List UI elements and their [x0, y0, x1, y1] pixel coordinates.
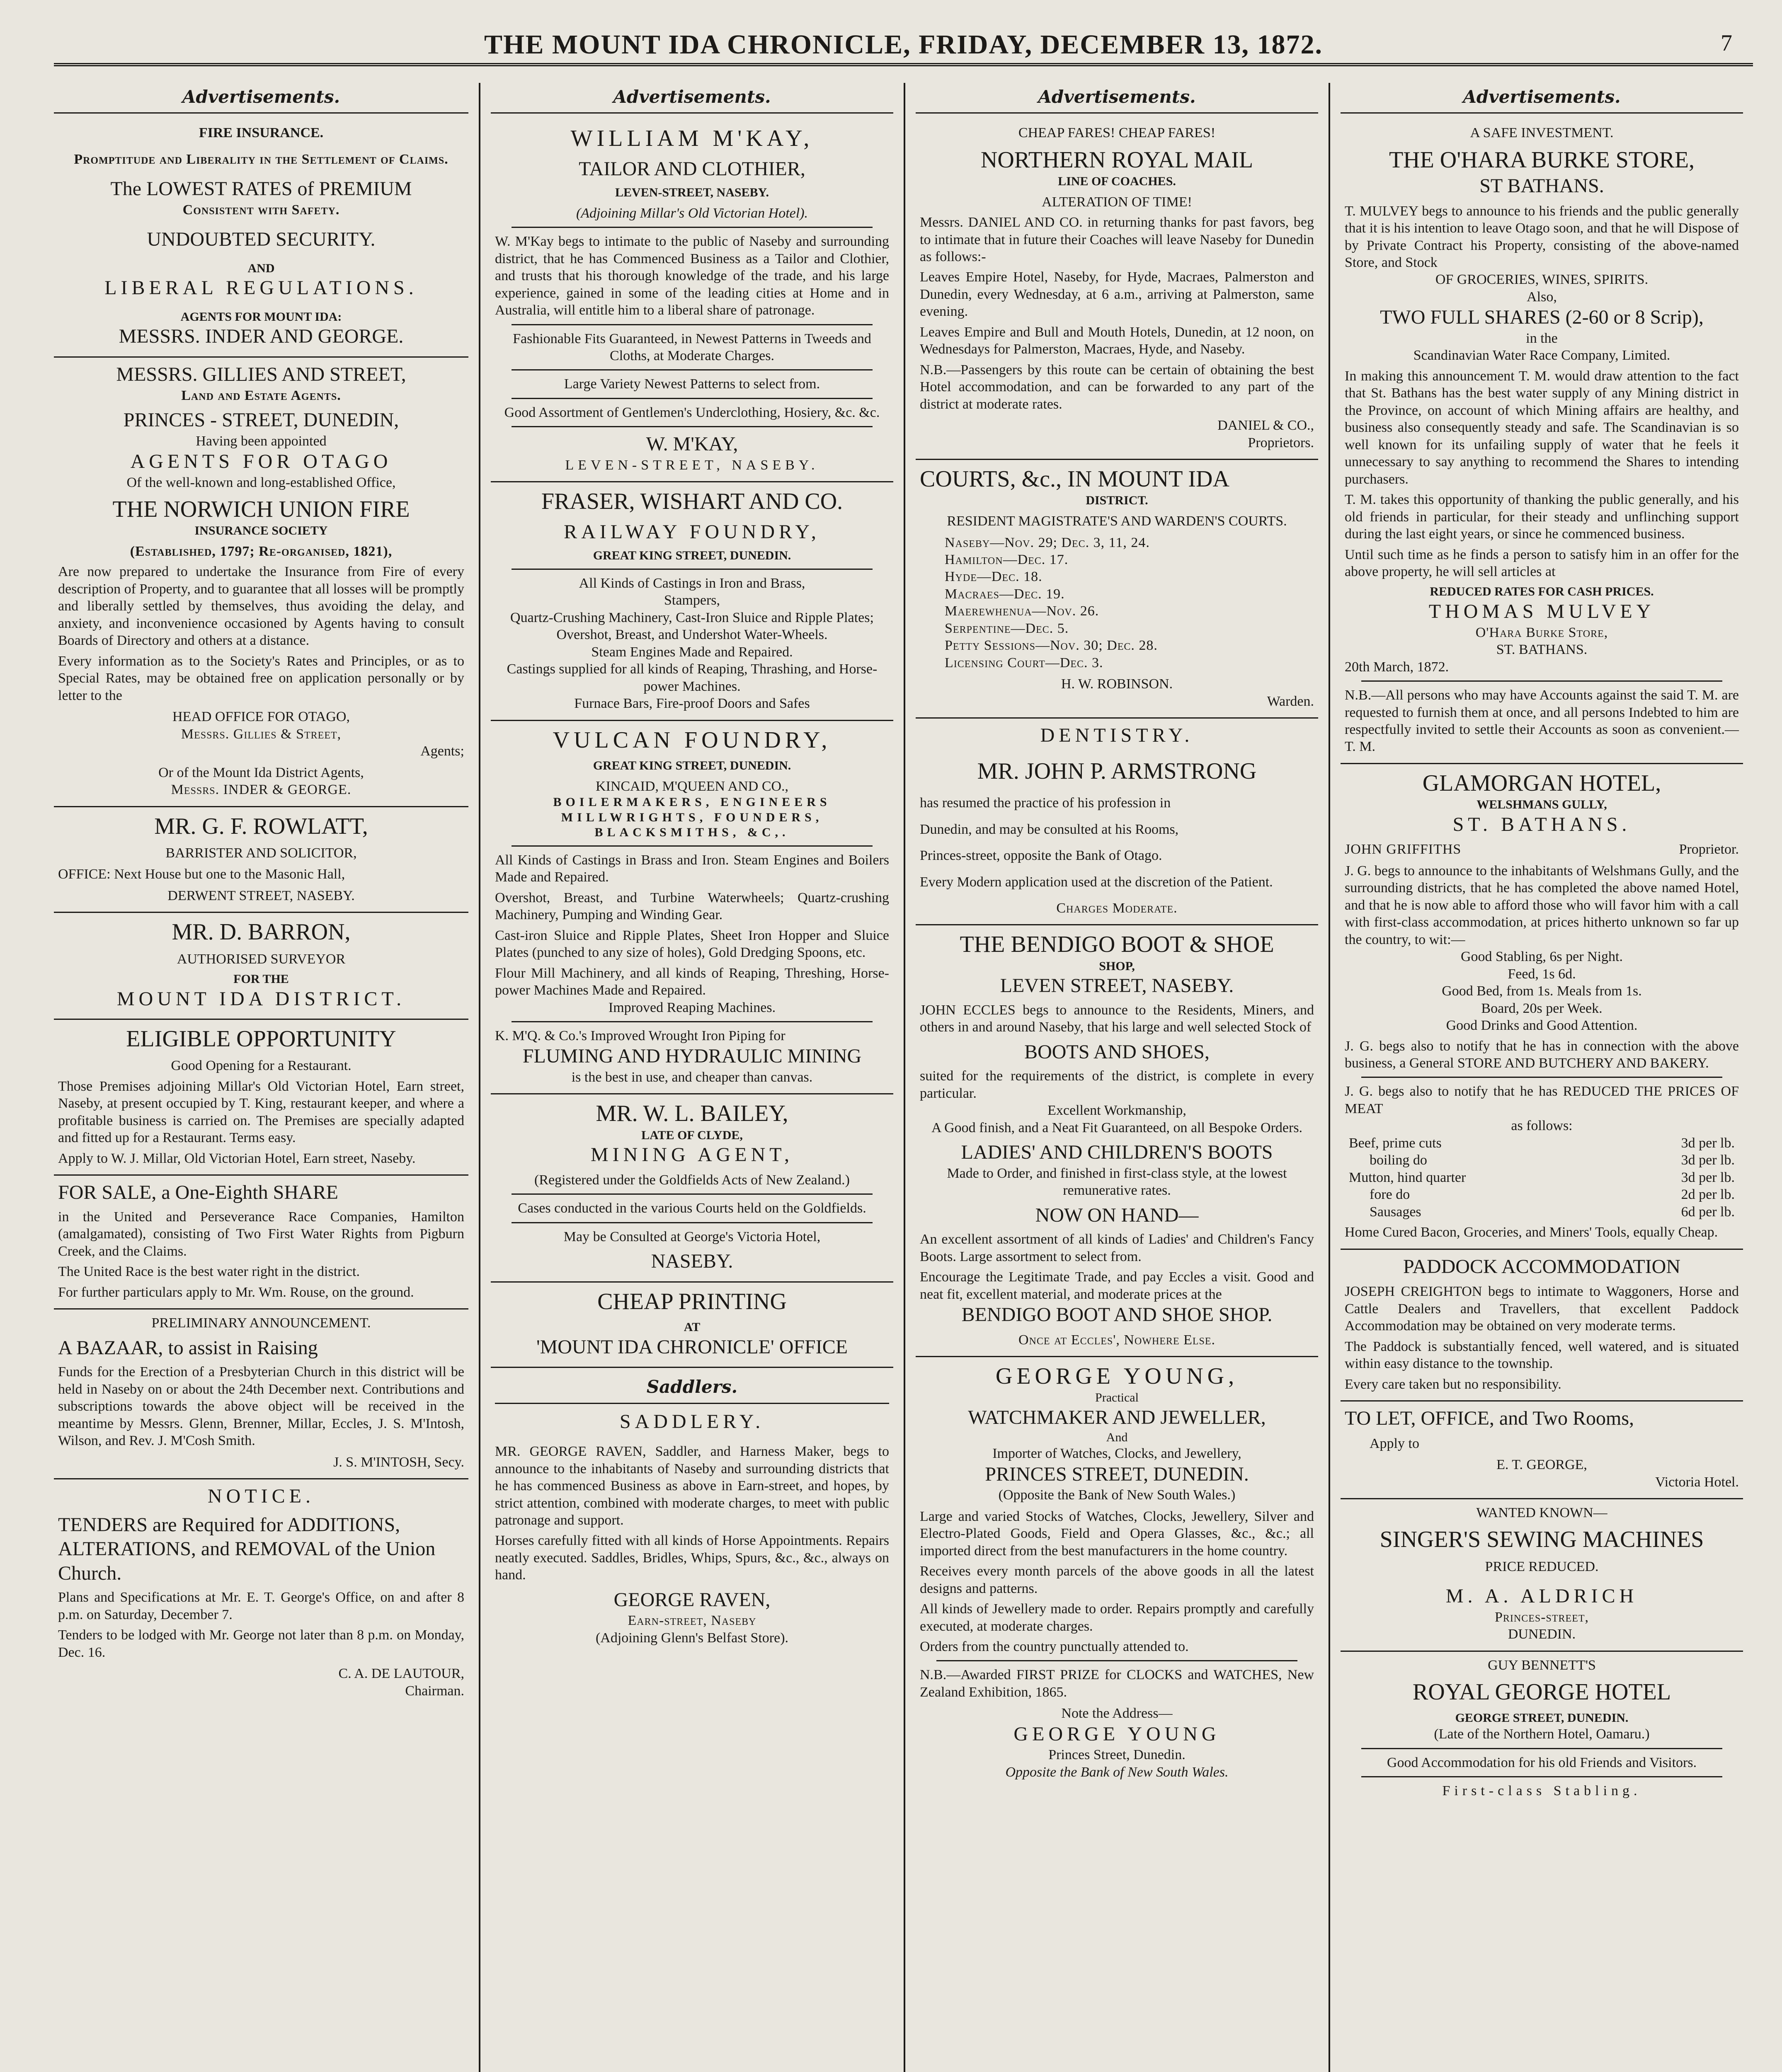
ad-royal-george-hotel: [1341, 1652, 1743, 1807]
price-value: 2d per lb.: [1681, 1187, 1735, 1203]
ad-line: THE NORWICH UNION FIRE: [112, 496, 410, 523]
ad-signature: THOMAS MULVEY: [1428, 600, 1655, 623]
ad-line: ALTERATION OF TIME!: [1042, 194, 1192, 210]
ad-body: Funds for the Erection of a Presbyterian Church in this district will be held in Naseby on or about the 24th December next. Contributions and subscriptions towards the above object will be received in the meantime by Messrs. Glenn, Brenner, Millar, Eccles, J. S. M'Intosh, Wilson, and Rev. J. M'Cosh Smith.: [58, 1364, 464, 1449]
ad-signature: GEORGE RAVEN,: [613, 1588, 771, 1611]
ad-line: Feed, 1s 6d.: [1508, 966, 1576, 982]
ad-kicker: CHEAP FARES! CHEAP FARES!: [1018, 125, 1216, 141]
price-item: fore do: [1370, 1187, 1410, 1203]
ad-body: An excellent assortment of all kinds of Ladies' and Children's Fancy Boots. Large assortment to select from.: [920, 1232, 1314, 1264]
price-row: [1349, 1203, 1735, 1220]
ad-line: Having been appointed: [196, 433, 327, 449]
ad-line: MR. JOHN P. ARMSTRONG: [977, 758, 1257, 784]
ad-george-young: [916, 1357, 1318, 1788]
ad-body: Horses carefully fitted with all kinds of Horse Appointments. Repairs neatly executed. Saddles, Bridles, Whips, Spurs, &c., &c., always on hand.: [495, 1533, 889, 1583]
ad-line: DISTRICT.: [1086, 494, 1148, 508]
ad-signature: H. W. ROBINSON.: [1061, 676, 1173, 692]
price-value: 6d per lb.: [1681, 1204, 1735, 1220]
ad-line: Good Bed, from 1s. Meals from 1s.: [1442, 983, 1642, 999]
court-date-row: Hyde—Dec. 18.: [945, 569, 1043, 585]
ad-heading: GEORGE YOUNG,: [995, 1363, 1239, 1389]
ad-line: Steam Engines Made and Repaired.: [591, 644, 793, 660]
ad-line: Excellent Workmanship,: [1047, 1103, 1186, 1118]
ad-line: OFFICE: Next House but one to the Masonic Hall,: [58, 867, 345, 882]
ad-signature-street: Princes Street, Dunedin.: [1048, 1747, 1186, 1763]
ad-line: Good Accommodation for his old Friends and Visitors.: [1387, 1755, 1697, 1770]
ad-paddock: [1341, 1250, 1743, 1402]
court-date-row: Naseby—Nov. 29; Dec. 3, 11, 24.: [945, 535, 1150, 550]
ad-body: Home Cured Bacon, Groceries, and Miners' Tools, equally Cheap.: [1345, 1225, 1718, 1240]
ad-line: Castings supplied for all kinds of Reaping, Thrashing, and Horse-power Machines.: [507, 661, 878, 694]
ad-saddlery: [491, 1368, 893, 1654]
advert-columns: [54, 83, 1753, 2072]
ad-line: Good Opening for a Restaurant.: [171, 1058, 352, 1074]
ad-body: Leaves Empire Hotel, Naseby, for Hyde, Macraes, Palmerston and Dunedin, every Wednesday, at 6 a.m., arriving at Palmerston, same evening.: [920, 269, 1314, 320]
divider: [936, 1660, 1297, 1661]
ad-body: Apply to W. J. Millar, Old Victorian Hotel, Earn street, Naseby.: [58, 1150, 416, 1166]
court-date-row: Licensing Court—Dec. 3.: [945, 655, 1103, 670]
proprietor-line: [1345, 841, 1739, 858]
ad-line: LADIES' AND CHILDREN'S BOOTS: [961, 1141, 1273, 1164]
ad-line: Quartz-Crushing Machinery, Cast-Iron Sluice and Ripple Plates; Overshot, Breast, and Undershot Water-Wheels.: [510, 610, 874, 643]
ad-vulcan-foundry: [491, 721, 893, 1095]
ad-bendigo-boot-shop: [916, 925, 1318, 1357]
ad-body: T. M. takes this opportunity of thanking the public generally, and his old friends in particular, for their steady and unflinching support during the last eight years, or since he commenced business.: [1345, 492, 1739, 542]
ad-heading: DENTISTRY.: [1040, 724, 1194, 747]
ad-line: Consistent with Safety.: [182, 202, 340, 218]
ad-line: BOOTS AND SHOES,: [1024, 1041, 1210, 1063]
court-date-row: Maerewhenua—Nov. 26.: [945, 603, 1099, 619]
ad-royal-mail-coaches: [916, 119, 1318, 460]
ad-to-let: [1341, 1402, 1743, 1499]
ad-heading: THE O'HARA BURKE STORE,: [1389, 147, 1695, 173]
ad-line: A BAZAAR, to assist in Raising: [58, 1336, 318, 1359]
ad-line: MESSRS. INDER AND GEORGE.: [119, 325, 404, 348]
ad-line: INSURANCE SOCIETY: [194, 524, 328, 538]
ad-rowlatt: [54, 807, 468, 913]
ad-line: BARRISTER AND SOLICITOR,: [165, 845, 357, 861]
ad-line: KINCAID, M'QUEEN AND CO.,: [595, 778, 789, 794]
divider: [512, 845, 873, 847]
ad-line: PRICE REDUCED.: [1485, 1559, 1599, 1574]
meat-price-list: [1345, 1135, 1739, 1220]
ad-line: (Late of the Northern Hotel, Oamaru.): [1434, 1726, 1650, 1742]
ad-line: Good Assortment of Gentlemen's Underclothing, Hosiery, &c. &c.: [504, 404, 880, 420]
ad-heading: FRASER, WISHART AND CO.: [541, 489, 843, 515]
ad-body: Encourage the Legitimate Trade, and pay Eccles a visit. Good and neat fit, excellent material, and moderate prices at the: [920, 1269, 1314, 1302]
ad-heading: MESSRS. GILLIES AND STREET,: [116, 363, 406, 386]
column-2: [479, 83, 893, 2072]
ad-line: RAILWAY FOUNDRY,: [564, 520, 820, 543]
ad-line: PRINCES STREET, DUNEDIN.: [985, 1463, 1249, 1485]
column-1: [54, 83, 468, 2072]
ad-body: MR. GEORGE RAVEN, Saddler, and Harness Maker, begs to announce to the inhabitants of Naseby and surrounding districts that he has commenced Business as above in Earn-street, and hopes, by strict attention, combined with moderate charges, to meet with public patronage and support.: [495, 1444, 889, 1528]
ad-line: OF GROCERIES, WINES, SPIRITS.: [1435, 272, 1649, 288]
divider: [512, 1021, 873, 1022]
ad-kicker: WANTED KNOWN—: [1476, 1505, 1607, 1520]
ad-signature-note: Opposite the Bank of New South Wales.: [1005, 1764, 1229, 1780]
ad-body: T. MULVEY begs to announce to his friends and the public generally that it is his intention to leave Otago soon, and that he will Dispose of by Private Contract his Property, consisting of the above-named Store, and Stock: [1345, 203, 1739, 270]
ad-fraser-wishart: [491, 482, 893, 721]
ad-heading: FIRE INSURANCE.: [199, 125, 324, 141]
ad-for-sale-share: [54, 1176, 468, 1310]
ad-line: UNDOUBTED SECURITY.: [147, 228, 376, 251]
section-heading: Saddlers.: [495, 1373, 889, 1404]
ad-line: has resumed the practice of his profession in: [920, 795, 1171, 811]
divider: [1361, 1077, 1722, 1078]
ad-body: Large and varied Stocks of Watches, Clocks, Jewellery, Silver and Electro-Plated Goods, Field and Opera Glasses, &c., &c.; all imported direct from the best manufacturers in the home country.: [920, 1508, 1314, 1559]
ad-mckay: [491, 119, 893, 482]
ad-line: Of the well-known and long-established Office,: [126, 474, 396, 490]
ad-body: Every care taken but no responsibility.: [1345, 1376, 1561, 1392]
ad-heading: ELIGIBLE OPPORTUNITY: [126, 1026, 396, 1052]
ad-line: RESIDENT MAGISTRATE'S AND WARDEN'S COURTS.: [947, 513, 1287, 529]
ad-signature: E. T. GEORGE,: [1496, 1457, 1587, 1473]
column-heading: Advertisements.: [491, 83, 893, 114]
ad-line: MOUNT IDA DISTRICT.: [116, 988, 406, 1010]
ad-line: Or of the Mount Ida District Agents,: [158, 765, 364, 780]
ad-heading: MR. D. BARRON,: [172, 919, 351, 945]
ad-line: TAILOR AND CLOTHIER,: [579, 157, 805, 180]
ad-body: K. M'Q. & Co.'s Improved Wrought Iron Piping for: [495, 1028, 786, 1043]
ad-line: WELSHMANS GULLY,: [1477, 798, 1607, 812]
ad-signature-town: DUNEDIN.: [1508, 1627, 1576, 1642]
ad-heading: COURTS, &c., IN MOUNT IDA: [920, 466, 1229, 492]
price-value: 3d per lb.: [1681, 1152, 1735, 1168]
court-date-row: Serpentine—Dec. 5.: [945, 620, 1069, 636]
ad-body: Until such time as he finds a person to satisfy him in an offer for the above property, he will sell articles at: [1345, 547, 1739, 580]
ad-line: DERWENT STREET, NASEBY.: [167, 888, 355, 903]
ad-line: Once at Eccles', Nowhere Else.: [1018, 1332, 1216, 1348]
ad-line: And: [1106, 1430, 1128, 1444]
ad-line: Good Drinks and Good Attention.: [1446, 1018, 1638, 1034]
ad-line: Stampers,: [664, 593, 720, 608]
ad-line: (Adjoining Millar's Old Victorian Hotel).: [576, 205, 808, 221]
ad-line: LEVEN-STREET, NASEBY.: [615, 186, 769, 200]
ad-line: May be Consulted at George's Victoria Hotel,: [563, 1229, 821, 1244]
divider: [512, 369, 873, 370]
ad-line: Messrs. Gillies & Street,: [181, 726, 342, 742]
ad-line: Land and Estate Agents.: [181, 387, 341, 403]
ad-bailey: [491, 1094, 893, 1282]
ad-line: HEAD OFFICE FOR OTAGO,: [172, 709, 350, 725]
ad-line: LEVEN STREET, NASEBY.: [1000, 975, 1234, 997]
ad-signature-street: Earn-street, Naseby: [628, 1613, 756, 1629]
ad-line: Board, 20s per Week.: [1481, 1000, 1603, 1016]
ad-heading: MR. W. L. BAILEY,: [596, 1101, 788, 1127]
ad-line: Charges Moderate.: [1056, 900, 1178, 916]
price-item: boiling do: [1370, 1152, 1427, 1168]
price-item: Sausages: [1370, 1204, 1421, 1220]
ad-signature: M. A. ALDRICH: [1445, 1585, 1638, 1607]
ad-glamorgan-hotel: [1341, 764, 1743, 1250]
ad-body: In making this announcement T. M. would draw attention to the fact that St. Bathans has the best water supply of any Mining district in the Province, on account of which Mining affairs are healthy, and business also consequently steady and safe. The Scandinavian is so well known for its unfailing supply of water that he feels it unnecessary to say anything to recommend the Shares to intending purchasers.: [1345, 368, 1739, 487]
masthead: [54, 17, 1753, 66]
divider: [512, 569, 873, 570]
ad-heading: THE BENDIGO BOOT & SHOE: [960, 932, 1274, 958]
ad-body: Flour Mill Machinery, and all kinds of Reaping, Threshing, Horse-power Machines Made and Repaired.: [495, 965, 889, 998]
ad-line: Note the Address—: [1061, 1706, 1173, 1721]
ad-line: The LOWEST RATES of PREMIUM: [110, 178, 412, 200]
ad-line: Scandinavian Water Race Company, Limited.: [1413, 348, 1670, 363]
divider: [512, 324, 873, 325]
ad-line: AGENTS FOR OTAGO: [130, 450, 392, 473]
divider: [512, 398, 873, 399]
ad-signature-role: Proprietors.: [1248, 435, 1314, 450]
divider: [512, 227, 873, 228]
ad-body: Are now prepared to undertake the Insurance from Fire of every description of Property, and to guarantee that all losses will be promptly and liberally settled by themselves, thus avoiding the delay, and anxiety, and inconvenience occasioned by Agents having to consult Boards of Directory and others at a distance.: [58, 564, 464, 649]
ad-line: Also,: [1527, 289, 1557, 305]
ad-heading: NORTHERN ROYAL MAIL: [980, 147, 1253, 173]
ad-line: PRINCES - STREET, DUNEDIN,: [123, 409, 399, 431]
ad-line: TWO FULL SHARES (2-60 or 8 Scrip),: [1380, 306, 1704, 329]
ad-signature-note: (Adjoining Glenn's Belfast Store).: [595, 1630, 789, 1646]
ad-line: Cases conducted in the various Courts held on the Goldfields.: [518, 1201, 866, 1216]
ad-body: Every information as to the Society's Rates and Principles, or as to Special Rates, may be obtained free on application personally or by letter to the: [58, 653, 464, 703]
ad-line: Improved Reaping Machines.: [608, 1000, 776, 1015]
ad-line: A Good finish, and a Neat Fit Guaranteed, on all Bespoke Orders.: [931, 1120, 1303, 1135]
ad-date: 20th March, 1872.: [1345, 659, 1449, 675]
ad-heading: CHEAP PRINTING: [597, 1288, 787, 1314]
column-heading: Advertisements.: [916, 83, 1318, 114]
ad-signature-role: Chairman.: [405, 1683, 464, 1699]
ad-line: SHOP,: [1099, 959, 1135, 973]
ad-line: REDUCED RATES FOR CASH PRICES.: [1430, 585, 1654, 599]
ad-body: Cast-iron Sluice and Ripple Plates, Sheet Iron Hopper and Sluice Plates (punched to any size of holes), Gold Dredging Spoons, etc.: [495, 927, 889, 961]
ad-line: Dunedin, and may be consulted at his Rooms,: [920, 821, 1179, 837]
divider: [1361, 1748, 1722, 1749]
court-date-row: Petty Sessions—Nov. 30; Dec. 28.: [945, 638, 1158, 654]
ad-body: N.B.—All persons who may have Accounts against the said T. M. are requested to furnish them at once, and all persons Indebted to him are respectfully invited to settle their Accounts as soon as convenient.—T. M.: [1345, 687, 1739, 755]
ad-body: N.B.—Passengers by this route can be certain of obtaining the best Hotel accommodation, and can be forwarded to any part of the district at moderate rates.: [920, 362, 1314, 412]
divider: [1361, 680, 1722, 682]
ad-signature: DANIEL & CO.,: [1217, 418, 1314, 433]
ad-line: ST BATHANS.: [1479, 175, 1604, 197]
ad-body: W. M'Kay begs to intimate to the public of Naseby and surrounding district, that he has Commenced Business as a Tailor and Clothier, and trusts that his thorough knowledge of the trade, and his large experience, gained in some of the leading cities at Home and in Australia, will entitle him to a liberal share of patronage.: [495, 234, 889, 318]
ad-body: J. G. begs also to notify that he has in connection with the above business, a General STORE AND BUTCHERY AND BAKERY.: [1345, 1038, 1739, 1071]
ad-line: Promptitude and Liberality in the Settlement of Claims.: [74, 151, 449, 167]
ad-body: All kinds of Jewellery made to order. Repairs promptly and carefully executed, at moderate charges.: [920, 1601, 1314, 1634]
divider: [512, 1222, 873, 1223]
ad-line: Practical: [1095, 1391, 1139, 1405]
ad-line: Messrs. INDER & GEORGE.: [171, 782, 352, 798]
ad-notice-tenders: [54, 1479, 468, 1707]
ad-signature-street: Princes-street,: [1494, 1609, 1589, 1625]
court-date-row: Hamilton—Dec. 17.: [945, 552, 1069, 568]
ad-line: AT: [684, 1320, 701, 1334]
ad-line: WATCHMAKER AND JEWELLER,: [968, 1406, 1266, 1429]
ad-line: BENDIGO BOOT AND SHOE SHOP.: [961, 1304, 1273, 1326]
ad-line: AUTHORISED SURVEYOR: [177, 951, 346, 967]
divider: [512, 426, 873, 427]
ad-body: in the United and Perseverance Race Companies, Hamilton (amalgamated), consisting of Two First Water Rights from Pigburn Creek, and the Claims.: [58, 1209, 464, 1259]
ad-line: FLUMING AND HYDRAULIC MINING: [522, 1045, 862, 1067]
ad-body: Plans and Specifications at Mr. E. T. George's Office, on and after 8 p.m. on Saturday, December 7.: [58, 1590, 464, 1622]
ad-signature-street: LEVEN-STREET, NASEBY.: [565, 457, 819, 473]
ad-line: LINE OF COACHES.: [1058, 174, 1176, 189]
ad-line: AGENTS FOR MOUNT IDA:: [180, 310, 342, 324]
ad-body: Those Premises adjoining Millar's Old Victorian Hotel, Earn street, Naseby, at present occupied by T. King, restaurant keeper, and where a profitable business is carried on. The Premises are specially adapted and fitted up for a Restaurant. Terms easy.: [58, 1078, 464, 1146]
ad-heading: FOR SALE, a One-Eighth SHARE: [58, 1181, 338, 1204]
ad-singer-machines: [1341, 1499, 1743, 1652]
divider: [512, 1193, 873, 1195]
price-value: 3d per lb.: [1681, 1169, 1735, 1185]
ad-body: J. G. begs to announce to the inhabitants of Welshmans Gully, and the surrounding districts, that he has completed the above named Hotel, and that he is now able to afford those who will favor him with a call with first-class accommodation, at prices hitherto unknown so far up the country, to wit:—: [1345, 863, 1739, 947]
ad-signature-place: ST. BATHANS.: [1496, 642, 1588, 658]
ad-line: Agents;: [420, 743, 464, 759]
ad-ohara-burke-store: [1341, 119, 1743, 764]
proprietor-role: Proprietor.: [1679, 842, 1739, 857]
ad-line: (Established, 1797; Re-organised, 1821),: [130, 543, 393, 559]
ad-line: is the best in use, and cheaper than canvas.: [571, 1069, 813, 1085]
price-value: 3d per lb.: [1681, 1135, 1735, 1151]
ad-signature: J. S. M'INTOSH, Secy.: [333, 1454, 464, 1470]
ad-line: Apply to: [1370, 1435, 1419, 1451]
ad-line: Good Stabling, 6s per Night.: [1461, 949, 1623, 965]
ad-line: MINING AGENT,: [590, 1144, 794, 1166]
ad-signature-role: Warden.: [1267, 693, 1314, 709]
price-row: [1349, 1186, 1735, 1203]
ad-body: Overshot, Breast, and Turbine Waterwheels; Quartz-crushing Machinery, Pumping and Winding Gear.: [495, 890, 889, 923]
ad-line: First-class Stabling.: [1442, 1783, 1641, 1799]
ad-heading: NOTICE.: [208, 1485, 315, 1508]
ad-line: All Kinds of Castings in Iron and Brass,: [579, 575, 805, 591]
ad-fire-insurance: [54, 119, 468, 358]
proprietor-name: JOHN GRIFFITHS: [1345, 842, 1462, 857]
column-heading: Advertisements.: [1341, 83, 1743, 114]
column-heading: Advertisements.: [54, 83, 468, 114]
ad-line: BOILERMAKERS, ENGINEERS MILLWRIGHTS, FOUNDERS, BLACKSMITHS, &C,.: [553, 795, 831, 840]
ad-line: 'MOUNT IDA CHRONICLE' OFFICE: [536, 1336, 848, 1358]
ad-line: FOR THE: [233, 972, 289, 986]
ad-line: (Registered under the Goldfields Acts of New Zealand.): [534, 1172, 850, 1188]
ad-bazaar: [54, 1310, 468, 1479]
ad-body: JOSEPH CREIGHTON begs to intimate to Waggoners, Horse and Cattle Dealers and Travellers, that excellent Paddock Accommodation may be obtained on very moderate terms.: [1345, 1284, 1739, 1334]
ad-body: The United Race is the best water right in the district.: [58, 1264, 360, 1280]
ad-body: Messrs. DANIEL AND CO. in returning thanks for past favors, beg to intimate that in future their Coaches will leave Naseby for Dunedin as follows:-: [920, 215, 1314, 265]
divider: [1361, 1776, 1722, 1777]
ad-heading: ROYAL GEORGE HOTEL: [1412, 1679, 1671, 1705]
ad-heading: SADDLERY.: [619, 1410, 765, 1433]
ad-signature: W. M'KAY,: [646, 433, 738, 455]
ad-heading: VULCAN FOUNDRY,: [553, 727, 832, 753]
ad-heading: MR. G. F. ROWLATT,: [154, 813, 368, 839]
ad-heading: TO LET, OFFICE, and Two Rooms,: [1345, 1407, 1634, 1430]
ad-body: J. G. begs also to notify that he has REDUCED THE PRICES OF MEAT: [1345, 1084, 1739, 1116]
ad-line: in the: [1526, 330, 1558, 346]
ad-line: (Opposite the Bank of New South Wales.): [998, 1487, 1236, 1503]
ad-dentistry: [916, 719, 1318, 925]
ad-line: LIBERAL REGULATIONS.: [104, 277, 418, 299]
ad-line: Furnace Bars, Fire-proof Doors and Safes: [574, 696, 810, 712]
court-dates: [920, 534, 1314, 672]
column-3: [904, 83, 1318, 2072]
ad-heading: PRELIMINARY ANNOUNCEMENT.: [151, 1315, 371, 1331]
ad-line: Fashionable Fits Guaranteed, in Newest Patterns in Tweeds and Cloths, at Moderate Charges.: [513, 331, 871, 363]
ad-signature: C. A. DE LAUTOUR,: [338, 1666, 464, 1682]
price-item: Mutton, hind quarter: [1349, 1169, 1466, 1185]
ad-line: NASEBY.: [651, 1250, 733, 1273]
ad-line: as follows:: [1511, 1118, 1573, 1134]
ad-barron: [54, 913, 468, 1020]
ad-body: Orders from the country punctually attended to.: [920, 1639, 1189, 1654]
masthead-title: THE MOUNT IDA CHRONICLE, FRIDAY, DECEMBER 13, 1872.: [484, 29, 1323, 60]
ad-courts: [916, 460, 1318, 719]
ad-signature-store: O'Hara Burke Store,: [1475, 625, 1608, 640]
ad-heading: WILLIAM M'KAY,: [570, 126, 814, 152]
ad-body: suited for the requirements of the district, is complete in every particular.: [920, 1068, 1314, 1101]
ad-heading: GLAMORGAN HOTEL,: [1422, 770, 1661, 796]
ad-heading: SINGER'S SEWING MACHINES: [1380, 1527, 1704, 1553]
ad-gillies-street: [54, 358, 468, 807]
ad-heading: PADDOCK ACCOMMODATION: [1403, 1255, 1680, 1278]
ad-kicker: GUY BENNETT'S: [1488, 1657, 1596, 1673]
column-4: [1329, 83, 1743, 2072]
ad-eligible-opportunity: [54, 1020, 468, 1176]
price-row: [1349, 1169, 1735, 1186]
ad-signature: GEORGE YOUNG: [1013, 1723, 1220, 1745]
ad-body: JOHN ECCLES begs to announce to the Residents, Miners, and others in and around Naseby, that his large and well selected Stock of: [920, 1002, 1314, 1035]
ad-body: Leaves Empire and Bull and Mouth Hotels, Dunedin, at 12 noon, on Wednesdays for Palmerston, Macraes, Hyde, and Naseby.: [920, 324, 1314, 357]
ad-body: All Kinds of Castings in Brass and Iron. Steam Engines and Boilers Made and Repaired.: [495, 852, 889, 885]
ad-line: GREAT KING STREET, DUNEDIN.: [593, 758, 791, 772]
ad-cheap-printing: [491, 1283, 893, 1368]
ad-line: Every Modern application used at the discretion of the Patient.: [920, 874, 1273, 890]
ad-line: Importer of Watches, Clocks, and Jewellery,: [992, 1446, 1241, 1462]
ad-line: Large Variety Newest Patterns to select from.: [564, 376, 820, 392]
ad-line: ST. BATHANS.: [1452, 813, 1631, 835]
ad-line: Made to Order, and finished in first-class style, at the lowest remunerative rates.: [947, 1165, 1287, 1198]
ad-line: LATE OF CLYDE,: [641, 1128, 743, 1142]
page-number: 7: [1721, 30, 1732, 56]
ad-line: NOW ON HAND—: [1035, 1204, 1199, 1226]
ad-line: TENDERS are Required for ADDITIONS, ALTERATIONS, and REMOVAL of the Union Church.: [58, 1513, 436, 1584]
ad-line: AND: [247, 261, 275, 275]
ad-body: The Paddock is substantially fenced, well watered, and is situated within easy distance to the township.: [1345, 1339, 1739, 1372]
price-row: [1349, 1135, 1735, 1152]
ad-signature-place: Victoria Hotel.: [1655, 1474, 1739, 1490]
price-item: Beef, prime cuts: [1349, 1135, 1442, 1151]
ad-body: Tenders to be lodged with Mr. George not later than 8 p.m. on Monday, Dec. 16.: [58, 1627, 464, 1660]
ad-line: GREAT KING STREET, DUNEDIN.: [593, 549, 791, 563]
ad-line: Princes-street, opposite the Bank of Otago.: [920, 848, 1162, 864]
price-row: [1349, 1152, 1735, 1169]
ad-body: For further particulars apply to Mr. Wm. Rouse, on the ground.: [58, 1284, 414, 1300]
ad-body: Receives every month parcels of the above goods in all the latest designs and patterns.: [920, 1564, 1314, 1596]
ad-kicker: A SAFE INVESTMENT.: [1470, 125, 1614, 141]
ad-body: N.B.—Awarded FIRST PRIZE for CLOCKS and WATCHES, New Zealand Exhibition, 1865.: [920, 1667, 1314, 1700]
ad-line: GEORGE STREET, DUNEDIN.: [1455, 1711, 1629, 1725]
court-date-row: Macraes—Dec. 19.: [945, 586, 1065, 602]
